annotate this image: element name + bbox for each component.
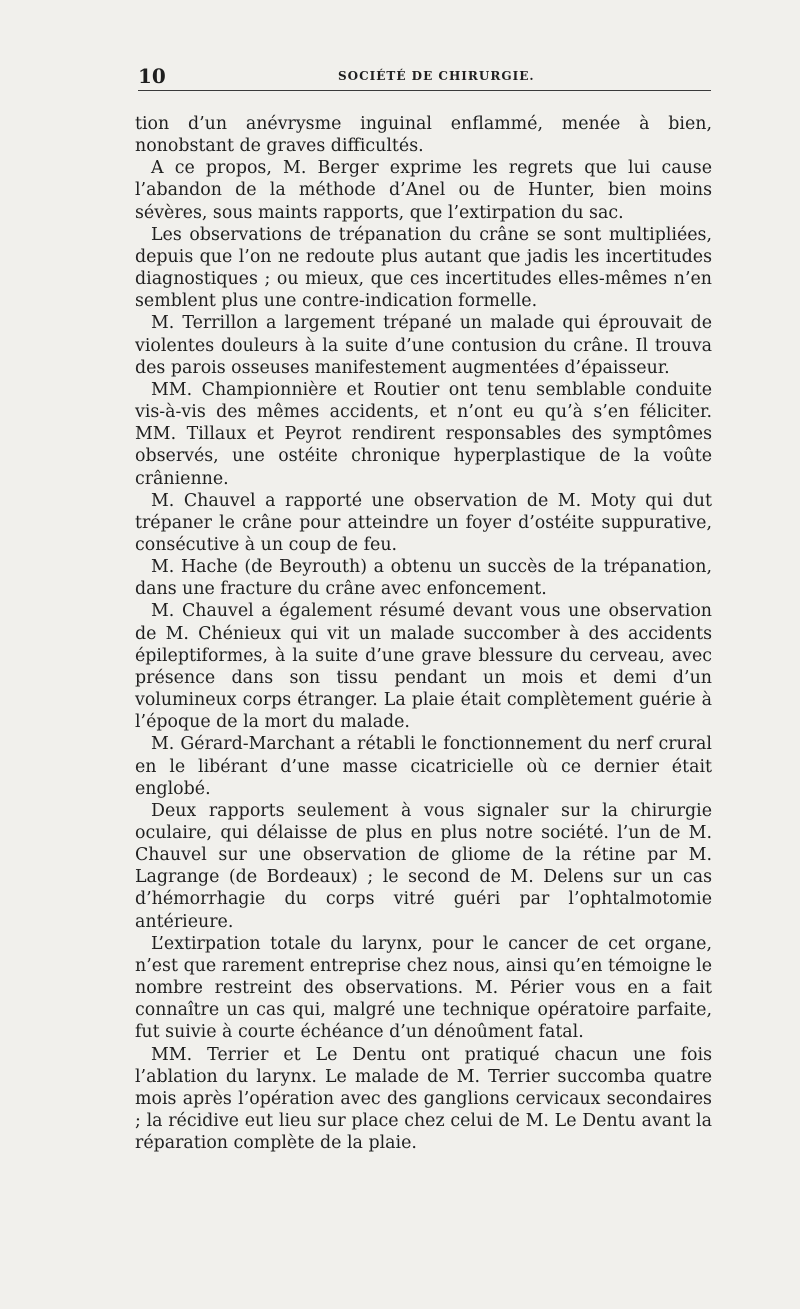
paragraph: A ce propos, M. Berger exprime les regrets que lui cause l’abandon de la méthode d’Anel ou de Hunter, bien moins sévères, sous maints rapports, que l’extirpation du sac. — [135, 158, 712, 223]
paragraph: L’extirpation totale du larynx, pour le cancer de cet organe, n’est que rarement entreprise chez nous, ainsi qu’en témoigne le nombre restreint des observations. M. Périer vous en a fait connaître un cas qui, malgré une technique opératoire parfaite, fut suivie à courte échéance d’un dénoûment fatal. — [135, 933, 712, 1043]
paragraph: MM. Terrier et Le Dentu ont pratiqué chacun une fois l’ablation du larynx. Le malade de M. Terrier succomba quatre mois après l’opération avec des ganglions cervicaux secondaires ; la récidive eut lieu sur place chez celui de M. Le Dentu avant la réparation complète de la plaie. — [135, 1044, 712, 1154]
page-header — [138, 62, 711, 91]
body-text — [135, 113, 712, 1154]
paragraph: M. Chauvel a rapporté une observation de M. Moty qui dut trépaner le crâne pour atteindre un foyer d’ostéite suppurative, consécutive à un coup de feu. — [135, 490, 712, 555]
paragraph: MM. Championnière et Routier ont tenu semblable conduite vis-à-vis des mêmes accidents, et n’ont eu qu’à s’en féliciter. MM. Tillaux et Peyrot rendirent responsables des symptômes observés, une ostéite chronique hyperplastique de la voûte crânienne. — [135, 379, 712, 489]
paragraph: tion d’un anévrysme inguinal enflammé, menée à bien, nonobstant de graves difficultés. — [135, 114, 712, 157]
paragraph: M. Gérard-Marchant a rétabli le fonctionnement du nerf crural en le libérant d’une masse cicatricielle où ce dernier était englobé. — [135, 734, 712, 799]
running-head: SOCIÉTÉ DE CHIRURGIE. — [338, 69, 535, 83]
paragraph: Les observations de trépanation du crâne se sont multipliées, depuis que l’on ne redoute plus autant que jadis les incertitudes diagnostiques ; ou mieux, que ces incertitudes elles-mêmes n’en semblent plus une contre-indication formelle. — [135, 224, 712, 312]
paragraph: Deux rapports seulement à vous signaler sur la chirurgie oculaire, qui délaisse de plus en plus notre société. l’un de M. Chauvel sur une observation de gliome de la rétine par M. Lagrange (de Bordeaux) ; le second de M. Delens sur un cas d’hémorrhagie du corps vitré guéri par l’ophtalmotomie antérieure. — [135, 800, 712, 932]
paragraph: M. Terrillon a largement trépané un malade qui éprouvait de violentes douleurs à la suite d’une contusion du crâne. Il trouva des parois osseuses manifestement augmentées d’épaisseur. — [135, 313, 712, 378]
paragraph: M. Chauvel a également résumé devant vous une observation de M. Chénieux qui vit un malade succomber à des accidents épileptiformes, à la suite d’une grave blessure du cerveau, avec présence dans son tissu pendant un mois et demi d’un volumineux corps étranger. La plaie était complètement guérie à l’époque de la mort du malade. — [135, 601, 712, 733]
paragraph: M. Hache (de Beyrouth) a obtenu un succès de la trépanation, dans une fracture du crâne avec enfoncement. — [135, 557, 712, 600]
page-number: 10 — [138, 64, 166, 88]
